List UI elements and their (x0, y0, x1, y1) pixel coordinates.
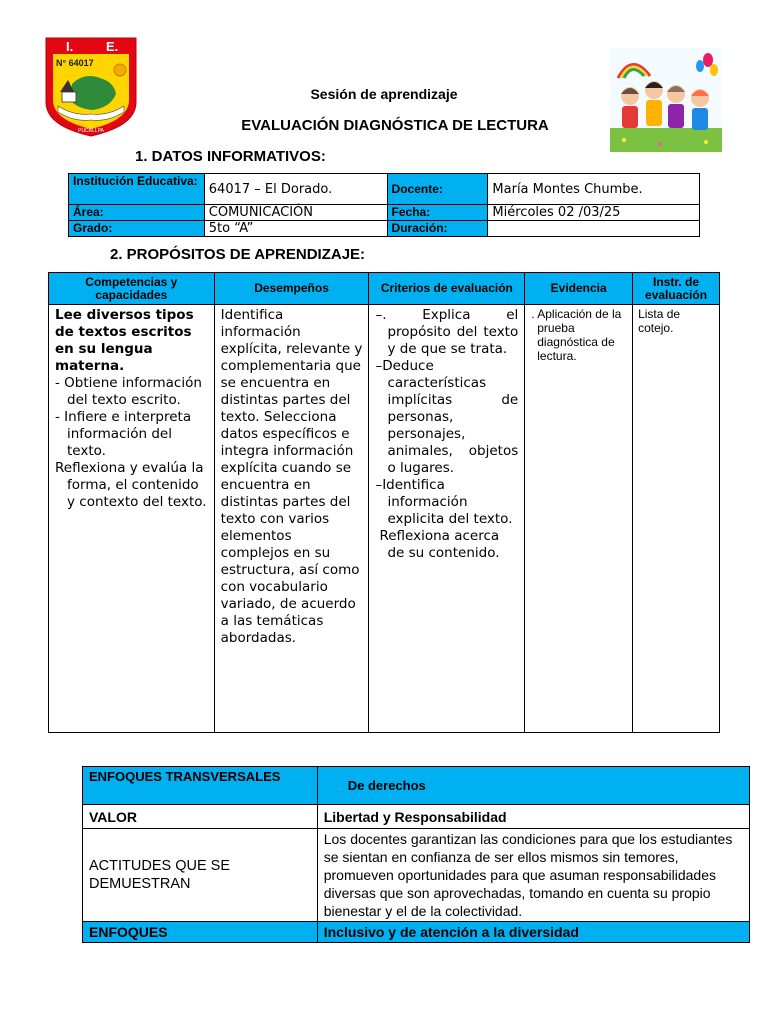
logo-letter-i: I. (66, 39, 74, 54)
criterio-item: –. Explica el propósito del texto y de que se trata. (375, 307, 519, 357)
value-area: COMUNICACIÓN (204, 205, 387, 221)
competencia-title: Lee diversos tipos de textos escritos en su lengua materna. (55, 307, 194, 374)
logo-number: N° 64017 (56, 58, 94, 68)
header-competencias: Competencias y capacidades (49, 273, 215, 305)
section-heading-datos: 1. DATOS INFORMATIVOS: (135, 148, 326, 165)
table-row (69, 221, 700, 237)
competencias-cell (49, 305, 215, 733)
enfoques-header-label: ENFOQUES TRANSVERSALES (83, 767, 318, 805)
label-duracion: Duración: (387, 221, 488, 237)
enfoques-header-value: De derechos (317, 767, 749, 805)
capacidad-item: - Obtiene información del texto escrito. (55, 375, 202, 408)
table-row (83, 829, 750, 922)
instrumento-cell: Lista de cotejo. (633, 305, 720, 733)
capacidad-final: Reflexiona y evalúa la forma, el contenido y contexto del texto. (55, 460, 207, 510)
evidencia-cell: . Aplicación de la prueba diagnóstica de lectura. (525, 305, 633, 733)
value-institucion: 64017 – El Dorado. (204, 174, 387, 205)
table-header-row (49, 273, 720, 305)
enfoques-label: ENFOQUES (83, 922, 318, 943)
logo-city: PUCALLPA (78, 128, 104, 134)
criterio-item: –Deduce características implícitas de personas, personajes, animales, objetos o lugares. (375, 358, 519, 476)
header-evidencia: Evidencia (525, 273, 633, 305)
logo-letter-e: E. (106, 39, 119, 54)
value-fecha: Miércoles 02 /03/25 (488, 205, 700, 221)
table-row (69, 205, 700, 221)
desempenos-cell: Identifica información explícita, relevante y complementaria que se encuentra en distintas partes del texto. Selecciona datos específicos e integra información explícita cuando se encuentra en distintas partes del texto con varios elementos complejos en su estructura, así como con vocabulario variado, de acuerdo a las temáticas abordadas. (214, 305, 369, 733)
table-row (69, 174, 700, 205)
value-duracion (488, 221, 700, 237)
header-criterios: Criterios de evaluación (369, 273, 525, 305)
section-heading-propositos: 2. PROPÓSITOS DE APRENDIZAJE: (110, 246, 366, 263)
session-title: Sesión de aprendizaje (310, 86, 458, 102)
propositos-table (48, 272, 720, 733)
table-row (83, 922, 750, 943)
actitudes-value: Los docentes garantizan las condiciones para que los estudiantes se sientan en confianza de ser ellos mismos sin temores, promueven oportunidades para que asuman responsabilidades diversas que son aprovechadas, tomando en cuenta su propio bienestar y el de la colectividad. (317, 829, 749, 922)
valor-label: VALOR (83, 805, 318, 829)
value-grado: 5to “A” (204, 221, 387, 237)
label-area: Área: (69, 205, 205, 221)
datos-informativos-table (68, 173, 700, 237)
actitudes-label: ACTITUDES QUE SE DEMUESTRAN (83, 829, 318, 922)
value-docente: María Montes Chumbe. (488, 174, 700, 205)
valor-value: Libertad y Responsabilidad (317, 805, 749, 829)
label-grado: Grado: (69, 221, 205, 237)
enfoques-table (82, 766, 750, 943)
criterio-item: –Identifica información explicita del texto. (375, 477, 513, 527)
enfoques-value: Inclusivo y de atención a la diversidad (317, 922, 749, 943)
criterios-cell (369, 305, 525, 733)
capacidad-item: - Infiere e interpreta información del texto. (55, 409, 192, 459)
table-row (49, 305, 720, 733)
criterio-final: Reflexiona acerca de su contenido. (379, 528, 500, 561)
document-title: EVALUACIÓN DIAGNÓSTICA DE LECTURA (241, 117, 549, 134)
label-docente: Docente: (387, 174, 488, 205)
header-instrumento: Instr. de evaluación (633, 273, 720, 305)
label-fecha: Fecha: (387, 205, 488, 221)
label-institucion: Institución Educativa: (69, 174, 205, 205)
header-desempenos: Desempeños (214, 273, 369, 305)
table-row (83, 767, 750, 805)
table-row (83, 805, 750, 829)
